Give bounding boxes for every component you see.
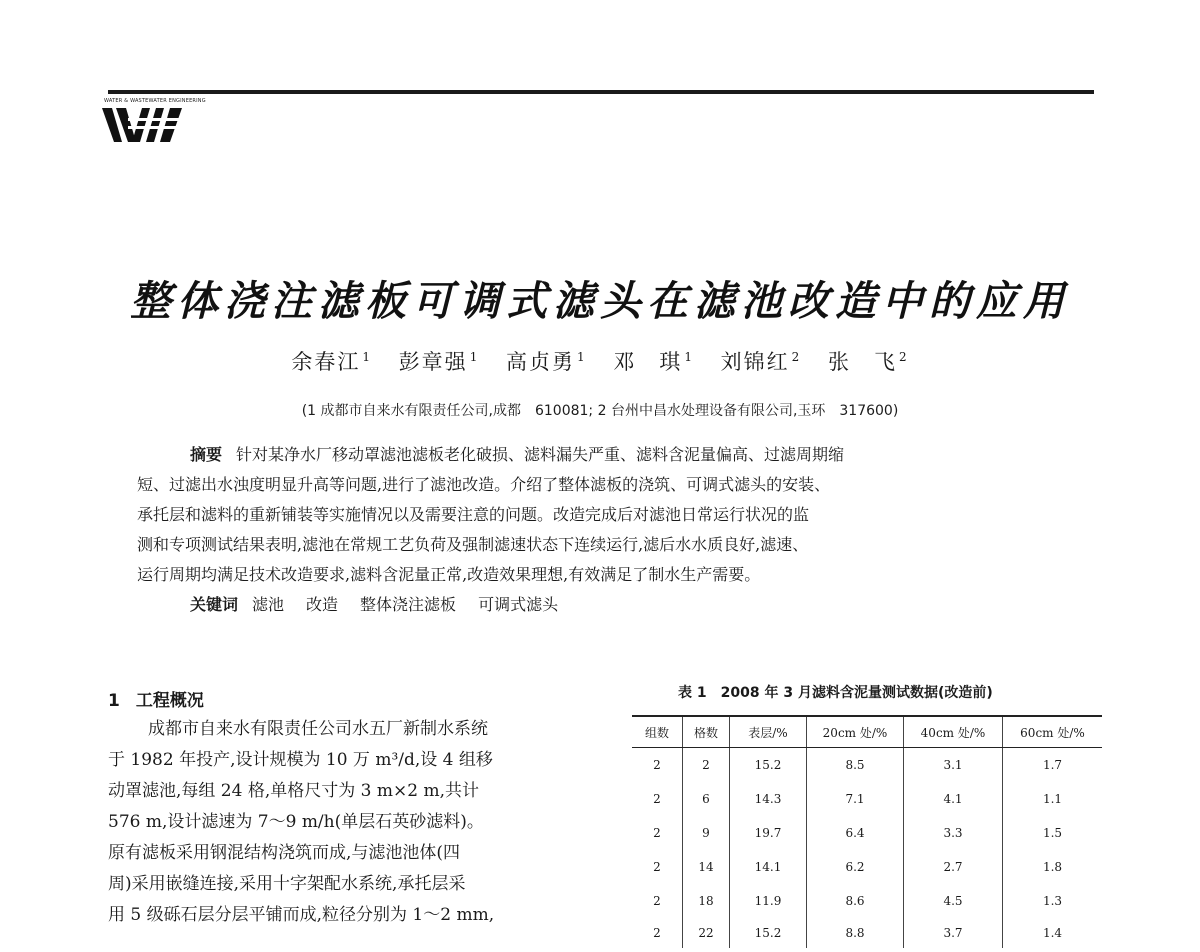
table-row [632, 816, 1102, 850]
table-cell: 3.1 [904, 748, 1003, 783]
table-row [632, 782, 1102, 816]
body-line: 周)采用嵌缝连接,采用十字架配水系统,承托层采 [108, 874, 466, 894]
table-cell: 2 [653, 926, 661, 940]
table-row [632, 748, 1102, 783]
table-cell: 2 [683, 748, 730, 783]
table-cell: 4.5 [904, 884, 1003, 918]
table-cell: 2 [653, 826, 661, 840]
table-cell: 19.7 [730, 816, 807, 850]
table-cell: 14.1 [730, 850, 807, 884]
column-header: 格数 [683, 716, 730, 748]
table-cell: 2 [653, 758, 661, 772]
table-cell: 1.3 [1003, 884, 1103, 918]
table-cell: 15.2 [730, 918, 807, 948]
table-cell: 3.7 [904, 918, 1003, 948]
table-cell: 14 [683, 850, 730, 884]
column-header: 20cm 处/% [807, 716, 904, 748]
table-cell: 2 [653, 792, 661, 806]
table-cell: 1.8 [1003, 850, 1103, 884]
table-cell: 8.6 [807, 884, 904, 918]
data-table [632, 715, 1102, 948]
table-cell: 14.3 [730, 782, 807, 816]
table-cell: 2.7 [904, 850, 1003, 884]
article-title: 整体浇注滤板可调式滤头在滤池改造中的应用 [130, 277, 1070, 325]
abstract-line: 承托层和滤料的重新铺装等实施情况以及需要注意的问题。改造完成后对滤池日常运行状况的监 [137, 505, 810, 524]
table-cell: 15.2 [730, 748, 807, 783]
abstract-label: 摘要 [190, 445, 223, 464]
author: 刘锦红 $^2$ [720, 350, 802, 374]
abstract-line: 运行周期均满足技术改造要求,滤料含泥量正常,改造效果理想,有效满足了制水生产需要。 [137, 565, 761, 584]
author: 余春江 $^1$ [291, 350, 372, 374]
author: 彭章强 $^1$ [398, 350, 480, 374]
table-cell: 4.1 [904, 782, 1003, 816]
author: 邓 琪 $^1$ [613, 350, 694, 374]
table-cell: 6.4 [807, 816, 904, 850]
keyword: 整体浇注滤板 [360, 595, 457, 614]
table-cell: 8.8 [807, 918, 904, 948]
table-cell: 2 [653, 860, 661, 874]
body-line: 用 5 级砾石层分层平铺而成,粒径分别为 1～2 mm, [108, 905, 495, 925]
journal-logo-text: WATER & WASTEWATER ENGINEERING [104, 98, 206, 104]
keyword: 滤池 [252, 595, 285, 614]
abstract [137, 440, 1067, 620]
table-cell: 18 [683, 884, 730, 918]
abstract-line: 测和专项测试结果表明,滤池在常规工艺负荷及强制滤速状态下连续运行,滤后水水质良好,滤速、 [137, 535, 809, 554]
table-cell: 1.5 [1003, 816, 1103, 850]
table-cell: 1.7 [1003, 748, 1103, 783]
table-cell: 22 [683, 918, 730, 948]
table-cell: 1.4 [1003, 918, 1103, 948]
abstract-line: 短、过滤出水浊度明显升高等问题,进行了滤池改造。介绍了整体滤板的浇筑、可调式滤头的安装、 [137, 475, 831, 494]
abstract-line: 摘要 针对某净水厂移动罩滤池滤板老化破损、滤料漏失严重、滤料含泥量偏高、过滤周期缩 [190, 445, 845, 464]
body-line: 576 m,设计滤速为 7～9 m/h(单层石英砂滤料)。 [108, 812, 484, 832]
keyword: 改造 [306, 595, 339, 614]
section-body [108, 714, 588, 931]
column-header: 60cm 处/% [1003, 716, 1103, 748]
table-cell: 1.1 [1003, 782, 1103, 816]
column-header: 40cm 处/% [904, 716, 1003, 748]
author-list [0, 346, 1200, 376]
author: 高贞勇 $^1$ [506, 350, 587, 374]
table-header-row [632, 716, 1102, 748]
author: 张 飞 $^2$ [828, 350, 909, 374]
table-cell: 6.2 [807, 850, 904, 884]
affiliation: (1 成都市自来水有限责任公司,成都 610081; 2 台州中昌水处理设备有限公司,玉环 317600) [301, 403, 899, 419]
table-cell: 11.9 [730, 884, 807, 918]
body-line: 原有滤板采用钢混结构浇筑而成,与滤池池体(四 [108, 843, 461, 863]
keyword: 可调式滤头 [478, 595, 559, 614]
table-cell: 7.1 [807, 782, 904, 816]
table-row [632, 918, 1102, 948]
keywords-label: 关键词 [190, 595, 239, 614]
journal-logo-w-icon [102, 106, 184, 146]
table-cell: 9 [683, 816, 730, 850]
table-row [632, 884, 1102, 918]
section-heading: 1 工程概况 [108, 691, 204, 711]
column-header: 表层/% [730, 716, 807, 748]
keywords [137, 590, 1067, 620]
table-cell: 2 [653, 894, 661, 908]
body-line: 动罩滤池,每组 24 格,单格尺寸为 3 m×2 m,共计 [108, 781, 479, 801]
table-row [632, 850, 1102, 884]
table-title: 表 1 2008 年 3 月滤料含泥量测试数据(改造前) [678, 685, 993, 701]
table-cell: 8.5 [807, 748, 904, 783]
header-rule [108, 90, 1094, 94]
table-cell: 6 [683, 782, 730, 816]
body-line: 于 1982 年投产,设计规模为 10 万 m³/d,设 4 组移 [108, 750, 493, 770]
table-cell: 3.3 [904, 816, 1003, 850]
body-line: 成都市自来水有限责任公司水五厂新制水系统 [148, 719, 488, 739]
column-header: 组数 [632, 716, 683, 748]
